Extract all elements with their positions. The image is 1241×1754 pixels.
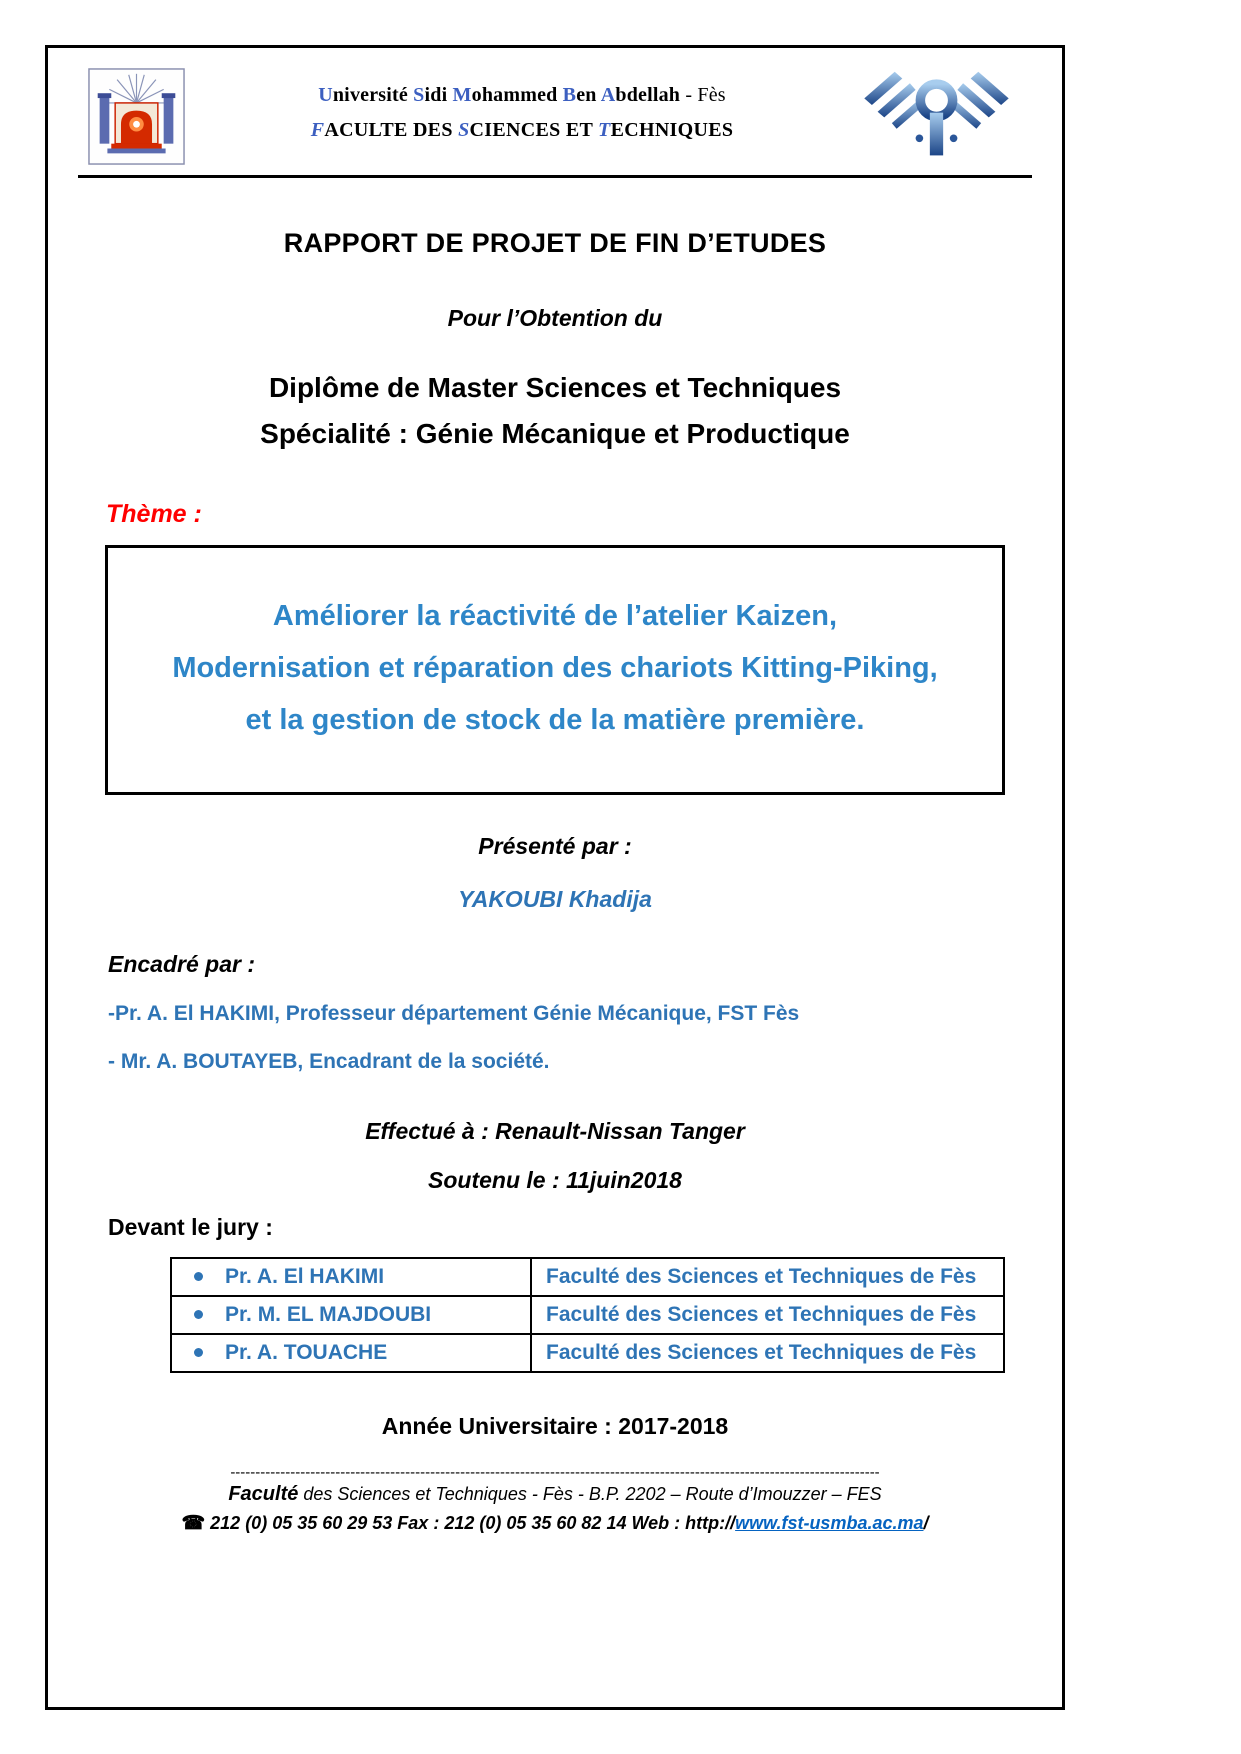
faculty-name: FACULTE DES SCIENCES ET TECHNIQUES xyxy=(310,119,734,141)
footer-contact: ☎ 212 (0) 05 35 60 29 53 Fax : 212 (0) 05 35 60 82 14 Web : http://www.fst-usmba.ac.ma/ xyxy=(181,1513,929,1534)
theme-box xyxy=(105,545,1005,795)
faculty-initial: F xyxy=(310,119,325,141)
website-link[interactable]: www.fst-usmba.ac.ma xyxy=(735,1513,924,1533)
jury-row xyxy=(171,1334,1004,1372)
theme-label: Thème : xyxy=(106,500,202,528)
location-line: Effectué à : Renault-Nissan Tanger xyxy=(365,1118,745,1144)
jury-label: Devant le jury : xyxy=(108,1214,273,1240)
header xyxy=(78,68,1032,165)
supervisor-2: - Mr. A. BOUTAYEB, Encadrant de la société. xyxy=(108,1050,550,1073)
bullet-icon xyxy=(194,1348,203,1357)
jury-member-affiliation: Faculté des Sciences et Techniques de Fès xyxy=(531,1258,1004,1296)
university-initial: U xyxy=(318,84,333,106)
jury-member-name: Pr. M. EL MAJDOUBI xyxy=(225,1303,432,1326)
jury-member-affiliation: Faculté des Sciences et Techniques de Fès xyxy=(531,1334,1004,1372)
specialty-title: Spécialité : Génie Mécanique et Productique xyxy=(260,418,850,449)
jury-table xyxy=(170,1257,1005,1373)
jury-row xyxy=(171,1296,1004,1334)
footer-address: Faculté des Sciences et Techniques - Fès - B.P. 2202 – Route d’Imouzzer – FES xyxy=(228,1483,882,1505)
supervisor-1: -Pr. A. El HAKIMI, Professeur département Génie Mécanique, FST Fès xyxy=(108,1002,800,1025)
academic-year: Année Universitaire : 2017-2018 xyxy=(381,1413,729,1439)
jury-row xyxy=(171,1258,1004,1296)
theme-line-3: et la gestion de stock de la matière première. xyxy=(245,704,865,736)
header-divider xyxy=(78,175,1032,178)
presented-by-label: Présenté par : xyxy=(478,833,632,859)
defense-date-line: Soutenu le : 11juin2018 xyxy=(428,1167,682,1193)
theme-line-1: Améliorer la réactivité de l’atelier Kaizen, xyxy=(272,600,838,632)
bullet-icon xyxy=(194,1272,203,1281)
fst-logo-icon xyxy=(859,68,1014,163)
usmba-emblem-logo-icon xyxy=(88,68,185,165)
report-title: RAPPORT DE PROJET DE FIN D’ETUDES xyxy=(283,228,827,258)
phone-icon: ☎ xyxy=(181,1513,206,1534)
theme-line-2: Modernisation et réparation des chariots Kitting-Piking, xyxy=(172,652,938,684)
jury-member-name: Pr. A. TOUACHE xyxy=(225,1341,388,1364)
bullet-icon xyxy=(194,1310,203,1319)
obtention-subtitle: Pour l’Obtention du xyxy=(447,305,663,331)
diploma-title: Diplôme de Master Sciences et Techniques xyxy=(268,372,842,403)
jury-member-affiliation: Faculté des Sciences et Techniques de Fès xyxy=(531,1296,1004,1334)
supervised-by-label: Encadré par : xyxy=(108,951,255,977)
header-text xyxy=(185,68,859,142)
author-name: YAKOUBI Khadija xyxy=(458,886,652,912)
footer-dash-separator: ---------------------------------------------------------------------------------------------------------------------------------- xyxy=(230,1464,880,1481)
university-name: Université Sidi Mohammed Ben Abdellah - Fès xyxy=(318,84,726,106)
jury-member-name: Pr. A. El HAKIMI xyxy=(225,1265,385,1288)
page-border xyxy=(45,45,1065,1710)
